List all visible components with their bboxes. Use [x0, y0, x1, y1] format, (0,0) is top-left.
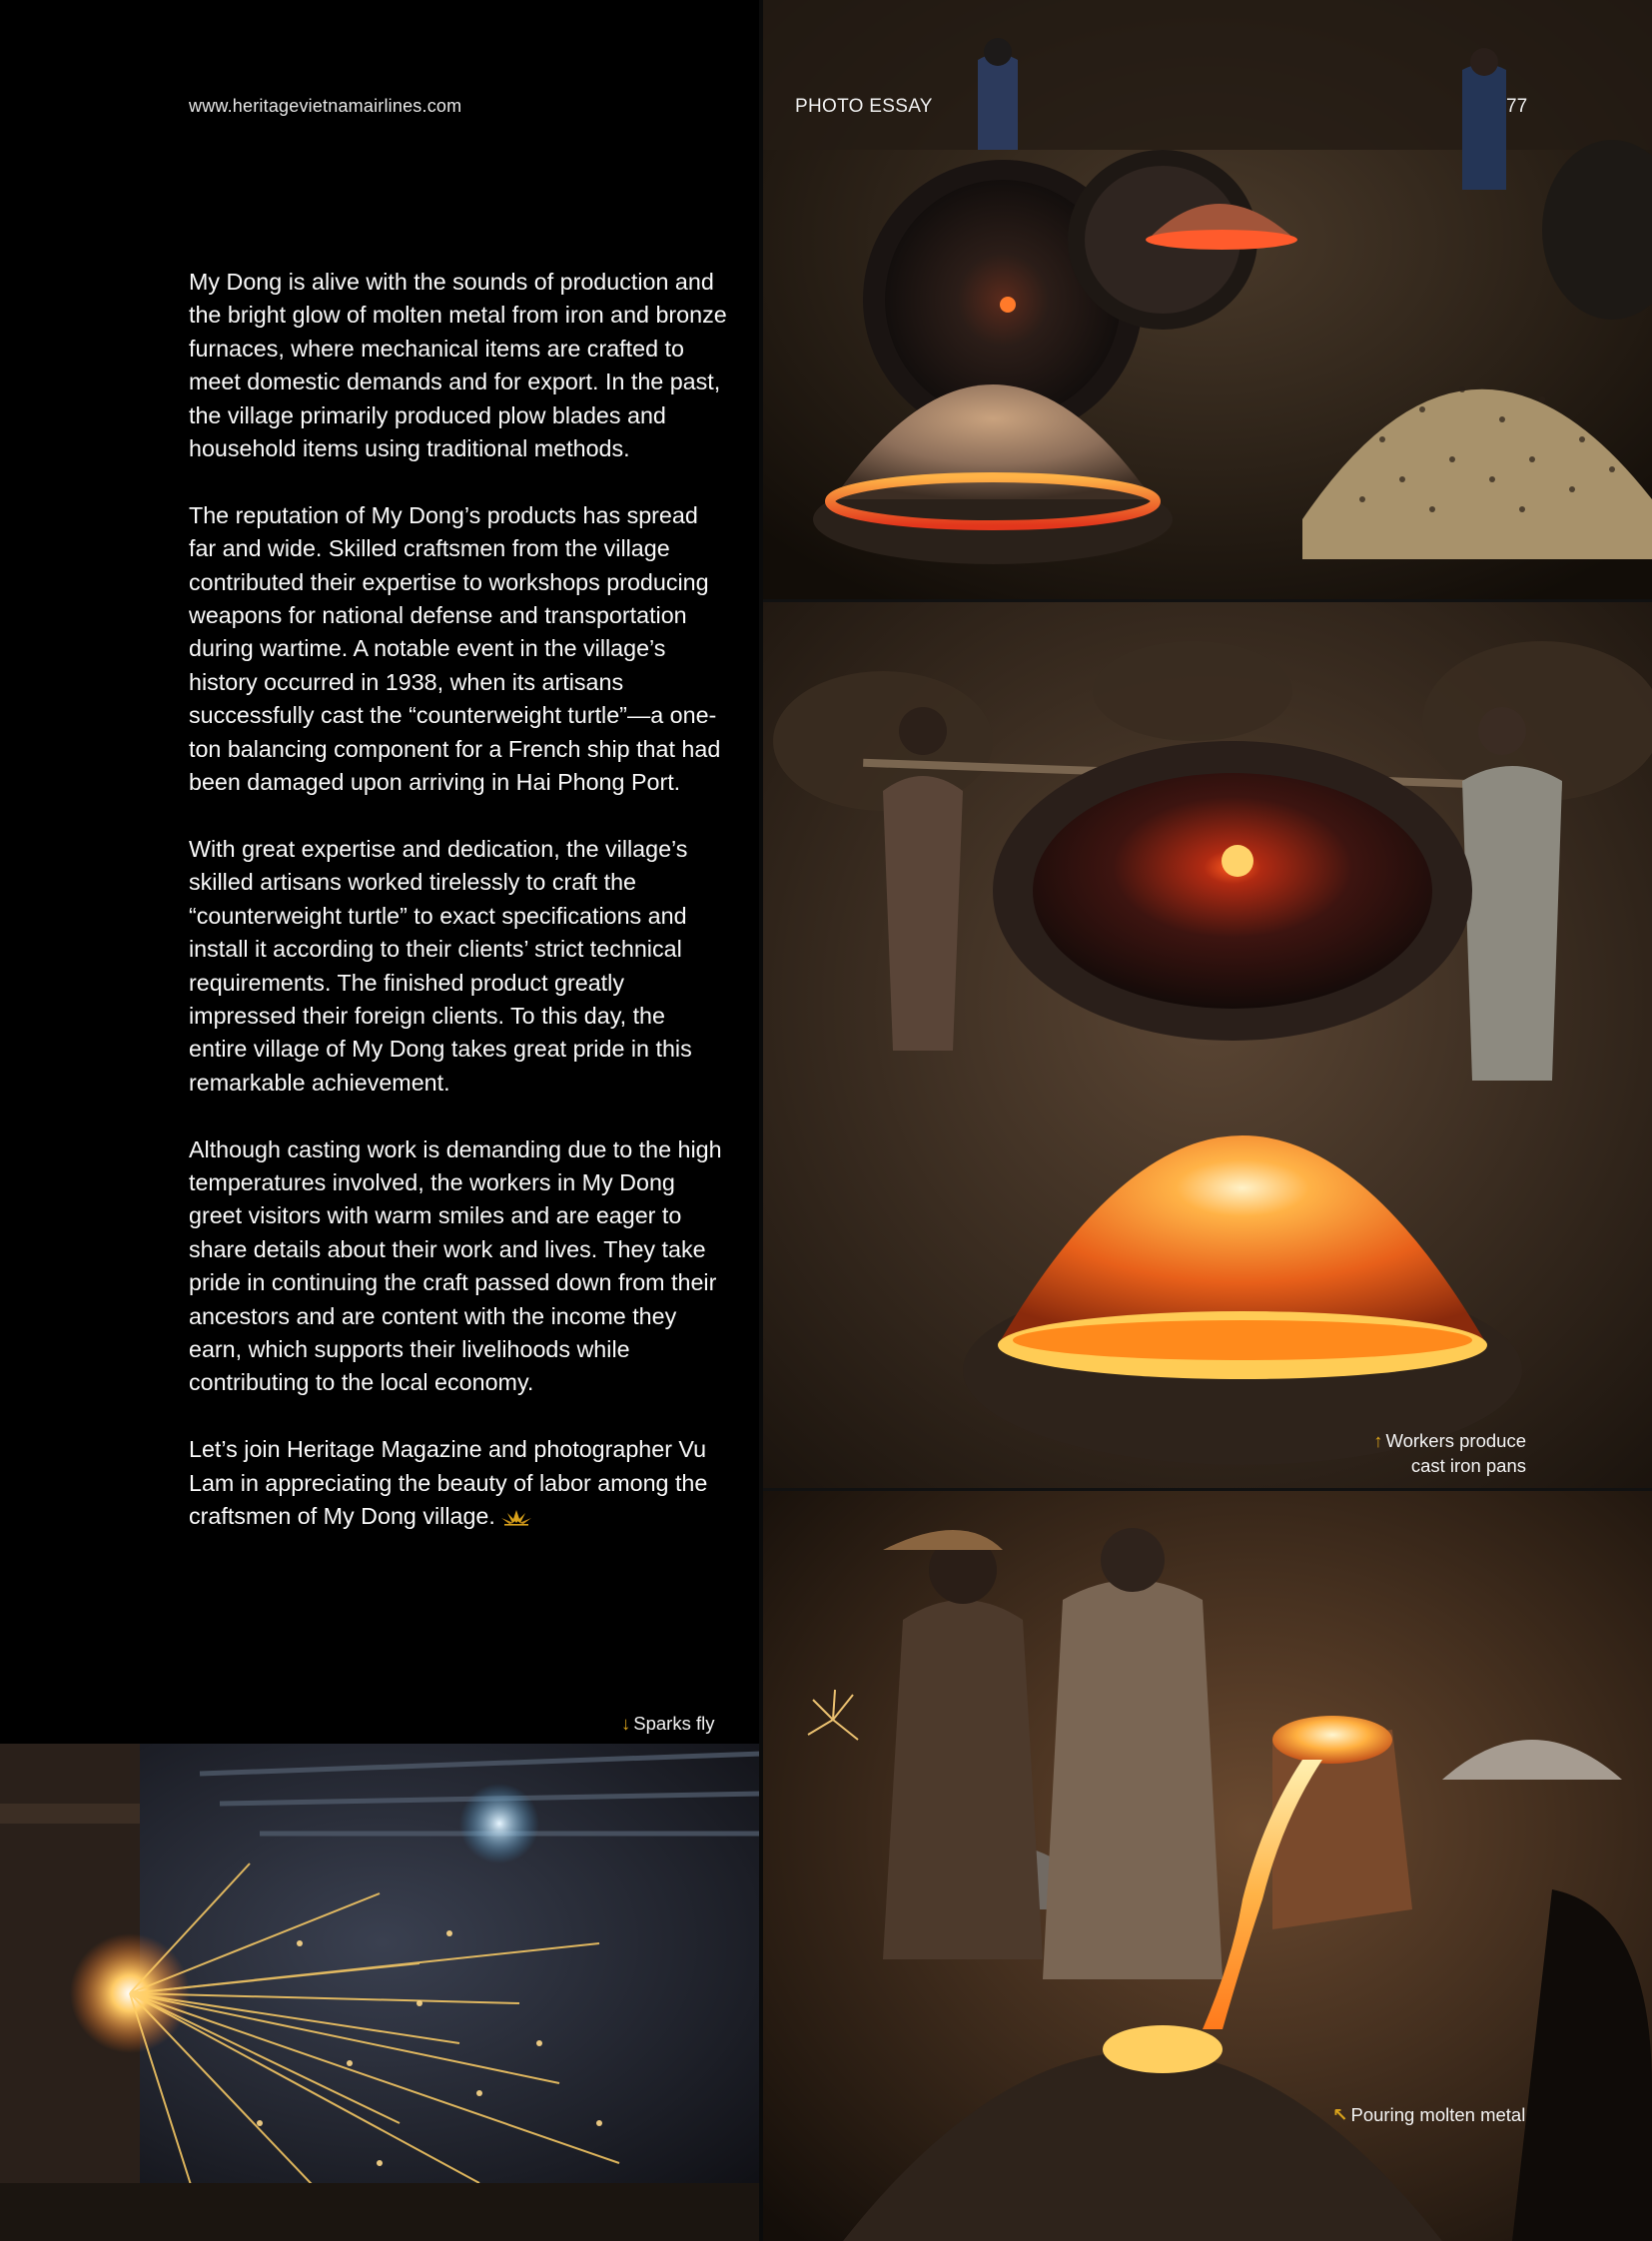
caption-workers — [1266, 1428, 1526, 1478]
caption-workers-line2: cast iron pans — [1410, 1455, 1526, 1476]
photo-workers-mold — [763, 601, 1652, 1490]
caption-workers-line1: Workers produce — [1385, 1430, 1526, 1451]
section-label: PHOTO ESSAY — [795, 96, 933, 117]
paragraph-3: With great expertise and dedication, the village’s skilled artisans worked tirelessly to craft the “counterweight turtle” to exact specifications and install it according to their clients’ strict technical requirements. The finished product greatly impressed their foreign clients. To this day, the entire village of My Dong takes great pride in this remarkable achievement. — [189, 835, 692, 1096]
caption-sparks — [621, 1711, 714, 1736]
photo-divider — [763, 1488, 1652, 1491]
caption-pouring — [1332, 2102, 1525, 2127]
page-number: 77 — [1506, 96, 1528, 117]
photo-cast-domes — [763, 0, 1652, 601]
paragraph-2: The reputation of My Dong’s products has spread far and wide. Skilled craftsmen from the village contributed their expertise to workshops producing weapons for national defense and transportation during wartime. A notable event in the village’s history occurred in 1938, when its artisans successfully cast the “counterweight turtle”—a one-ton balancing component for a French ship that had been damaged upon arriving in Hai Phong Port. — [189, 501, 721, 796]
photo-divider — [763, 599, 1652, 602]
arrow-down-icon: ↓ — [621, 1713, 631, 1734]
site-url: www.heritagevietnamairlines.com — [189, 96, 462, 116]
caption-pouring-text: Pouring molten metal — [1350, 2104, 1526, 2125]
caption-sparks-text: Sparks fly — [633, 1713, 715, 1734]
arrow-up-icon: ↑ — [1373, 1430, 1383, 1451]
article-body — [189, 266, 728, 1567]
photo-pouring-metal — [763, 1490, 1652, 2241]
paragraph-4: Although casting work is demanding due to the high temperatures involved, the workers in My Dong greet visitors with warm smiles and are eager to share details about their work and lives. They take pride in continuing the craft passed down from their ancestors and are content with the income they earn, which supports their livelihoods while contributing to the local economy. — [189, 1135, 722, 1396]
lotus-icon — [501, 1508, 531, 1526]
photo-sparks — [0, 1744, 763, 2241]
paragraph-5 — [189, 1433, 728, 1533]
arrow-up-left-icon: ↖ — [1332, 2104, 1348, 2125]
paragraph-1: My Dong is alive with the sounds of production and the bright glow of molten metal from iron and bronze furnaces, where mechanical items are crafted to meet domestic demands and for export. In the past, the village primarily produced plow blades and household items using traditional methods. — [189, 269, 727, 462]
paragraph-5-text: Let’s join Heritage Magazine and photographer Vu Lam in appreciating the beauty of labor among the craftsmen of My Dong village. — [189, 1436, 708, 1529]
column-divider — [759, 0, 763, 2241]
